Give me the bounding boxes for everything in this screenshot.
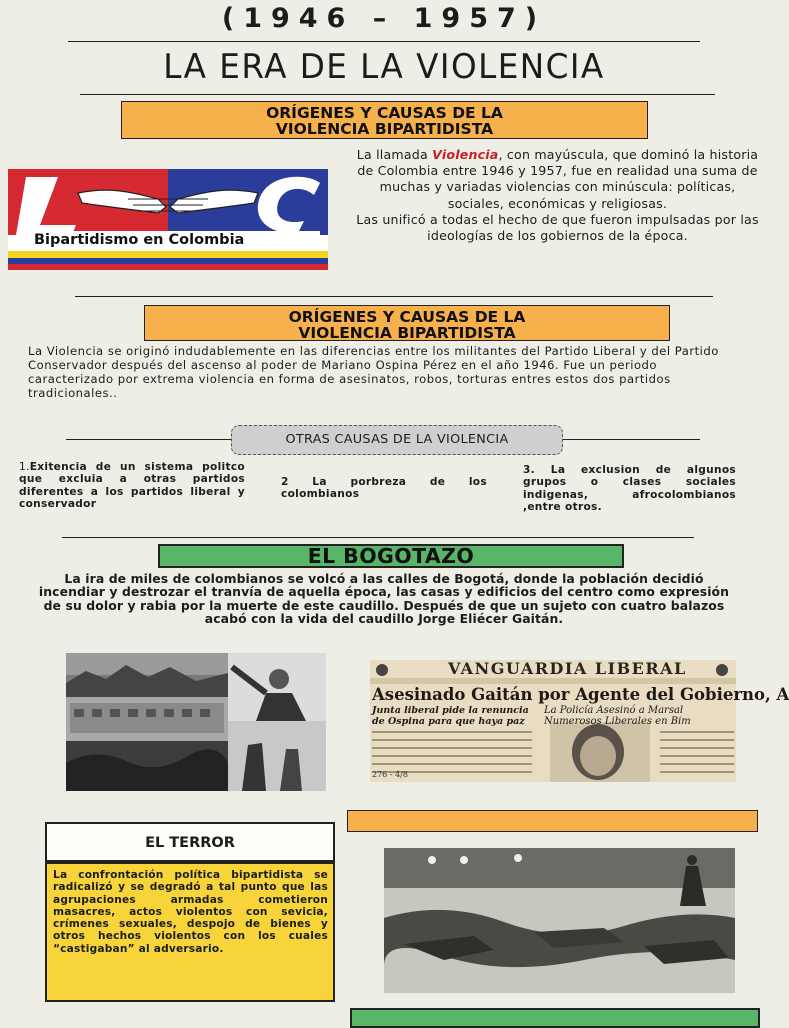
intro-highlight: Violencia: [432, 147, 499, 162]
newspaper-page-mark: 276 - 4/8: [372, 770, 408, 779]
terror-photo-graphic: [384, 848, 735, 993]
terror-heading: EL TERROR: [45, 822, 335, 862]
other-causes-label: OTRAS CAUSAS DE LA VIOLENCIA: [231, 425, 563, 455]
divider: [62, 537, 694, 538]
cause-marker: 1.: [19, 461, 30, 473]
cause-item-1: [19, 461, 245, 511]
newspaper-headline: Asesinado Gaitán por Agente del Gobierno, A: [372, 685, 789, 704]
cause-item-3: [523, 464, 736, 514]
divider: [66, 439, 234, 440]
cause-text: 3. La exclusion de algunos grupos o clases sociales indigenas, afrocolombianos ,entre otros.: [523, 464, 736, 514]
terror-photo: [384, 848, 735, 993]
page-title: LA ERA DE LA VIOLENCIA: [163, 47, 605, 87]
heading-line: VIOLENCIA BIPARTIDISTA: [275, 120, 494, 138]
bogotazo-paragraph: La ira de miles de colombianos se volcó a las calles de Bogotá, donde la población decidió incendiar y destrozar el tranvía de aquella época, las casas y edificios del centro como expresión de su dolor y rabia por la muerte de este caudillo. Después de que un sujeto con cuatro balazos acabó con la vida del caudillo Jorge Eliécer Gaitán.: [38, 571, 730, 627]
section-heading-origins: [121, 101, 648, 139]
bipartidismo-logo: [8, 169, 328, 270]
intro-text-second: Las unificó a todas el hecho de que fueron impulsadas por las ideologías de los gobiernos de la época.: [356, 211, 759, 244]
newspaper-subhead-line: de Ospina para que haya paz: [372, 715, 525, 727]
newspaper-subhead-line: La Policía Asesinó a Marsal: [544, 705, 684, 716]
logo-caption: Bipartidismo en Colombia: [34, 232, 245, 248]
intro-text: La llamada: [356, 147, 433, 162]
terror-paragraph: La confrontación política bipartidista se radicalizó y se degradó a tal punto que las agrupaciones armadas cometieron masacres, actos violentos con sevicia, crímenes sexuales, despojo de bienes y otros hechos violentos con los cuales “castigaban” al adversario.: [45, 862, 335, 1002]
newspaper-subhead-left: [372, 706, 542, 727]
divider: [562, 439, 700, 440]
intro-text: , con mayúscula, que dominó la historia de Colombia entre 1946 y 1957, fue en realidad una suma de muchas y variadas violencias con minúscula: políticas, sociales, económicas y religiosas.: [357, 147, 759, 211]
intro-paragraph: [350, 147, 765, 244]
heading-line: ORÍGENES Y CAUSAS DE LA: [288, 308, 526, 326]
newspaper-subhead-line: Junta liberal pide la renuncia: [372, 705, 529, 716]
bipartidismo-logo-graphic: [8, 169, 328, 270]
empty-orange-bar: [347, 810, 758, 832]
divider: [80, 94, 715, 95]
section-heading-origins-2: [144, 305, 670, 341]
photo-collage-graphic: [66, 653, 326, 791]
cause-text: Exitencia de un sistema politco que excluia a otras partidos diferentes a los partidos liberal y conservador: [19, 461, 245, 511]
newspaper-subhead-right: [544, 706, 744, 727]
newspaper-clipping: [370, 659, 789, 782]
newspaper-subhead-line: Numerosos Liberales en Bim: [544, 715, 691, 727]
divider: [75, 296, 713, 297]
heading-line: VIOLENCIA BIPARTIDISTA: [298, 324, 516, 342]
divider: [68, 41, 700, 42]
empty-green-bar: [350, 1008, 760, 1028]
heading-line: ORÍGENES Y CAUSAS DE LA: [266, 104, 503, 122]
years-heading: (1946 – 1957): [221, 3, 547, 34]
cause-item-2: [281, 476, 487, 501]
bogotazo-photo-collage: [66, 653, 326, 791]
cause-text: 2 La porbreza de los colombianos: [281, 476, 487, 501]
origins-paragraph: La Violencia se originó indudablemente en las diferencias entre los militantes del Partido Liberal y del Partido Conservador después del ascenso al poder de Mariano Ospina Pérez en el año 1946. Fue un periodo caracterizado por extrema violencia en forma de asesinatos, robos, torturas entres estos dos partidos tradicionales..: [28, 344, 719, 400]
bogotazo-heading: EL BOGOTAZO: [158, 544, 624, 568]
newspaper-masthead: VANGUARDIA LIBERAL: [448, 659, 687, 678]
